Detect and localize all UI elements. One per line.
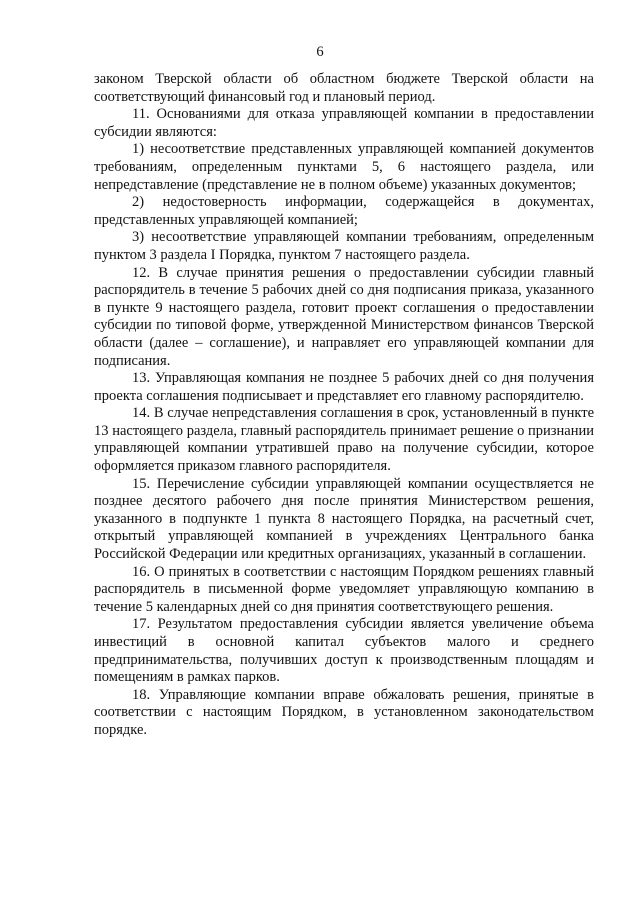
document-body <box>94 71 594 740</box>
paragraph-18: 18. Управляющие компании вправе обжаловать решения, принятые в соответствии с настоящим Порядком, в установленном законодательством порядке. <box>94 686 594 738</box>
page-number: 6 <box>316 44 324 60</box>
paragraph-continuation: законом Тверской области об областном бюджете Тверской области на соответствующий финансовый год и плановый период. <box>94 71 594 105</box>
paragraph-11-1: 1) несоответствие представленных управляющей компанией документов требованиям, определенным пунктами 5, 6 настоящего раздела, или непредставление (представление не в полном объеме) указанных документов; <box>94 141 594 193</box>
paragraph-11: 11. Основаниями для отказа управляющей компании в предоставлении субсидии являются: <box>94 106 594 140</box>
paragraph-13: 13. Управляющая компания не позднее 5 рабочих дней со дня получения проекта соглашения подписывает и представляет его главному распорядителю. <box>94 370 594 404</box>
paragraph-11-3: 3) несоответствие управляющей компании требованиям, определенным пунктом 3 раздела I Порядка, пунктом 7 настоящего раздела. <box>94 229 594 263</box>
paragraph-14: 14. В случае непредставления соглашения в срок, установленный в пункте 13 настоящего раздела, главный распорядитель принимает решение о признании управляющей компании утратившей право на получение субсидии, которое оформляется приказом главного распорядителя. <box>94 405 594 475</box>
paragraph-12: 12. В случае принятия решения о предоставлении субсидии главный распорядитель в течение 5 рабочих дней со дня подписания приказа, указанного в пункте 9 настоящего раздела, готовит проект соглашения о предоставлении субсидии по типовой форме, утвержденной Министерством финансов Тверской области (далее – соглашение), и направляет его управляющей компании для подписания. <box>94 264 594 369</box>
paragraph-16: 16. О принятых в соответствии с настоящим Порядком решениях главный распорядитель в письменной форме уведомляет управляющую компанию в течение 5 календарных дней со дня принятия соответствующего решения. <box>94 563 594 615</box>
paragraph-17: 17. Результатом предоставления субсидии является увеличение объема инвестиций в основной капитал субъектов малого и среднего предпринимательства, получивших доступ к производственным площадям и помещениям в рамках парков. <box>94 616 594 686</box>
paragraph-11-2: 2) недостоверность информации, содержащейся в документах, представленных управляющей компанией; <box>94 194 594 228</box>
paragraph-15: 15. Перечисление субсидии управляющей компании осуществляется не позднее десятого рабочего дня после принятия Министерством решения, указанного в подпункте 1 пункта 8 настоящего Порядка, на расчетный счет, открытый управляющей компанией в учреждениях Центрального банка Российской Федерации или кредитных организациях, указанный в соглашении. <box>94 475 594 563</box>
